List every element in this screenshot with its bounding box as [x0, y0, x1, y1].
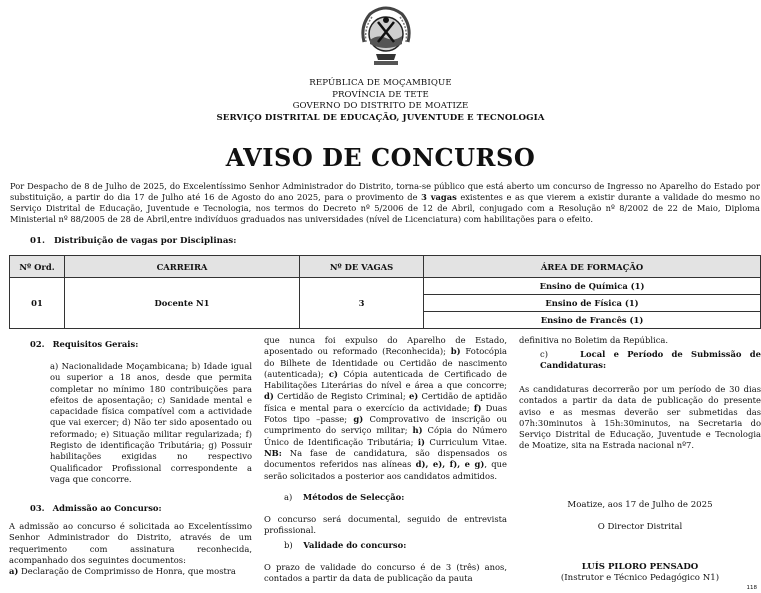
section-3-a-label: a) [9, 566, 19, 577]
cell-area-frances: Ensino de Francês (1) [424, 312, 761, 329]
header-province: PROVÍNCIA DE TETE [332, 89, 429, 100]
header-area: ÁREA DE FORMAÇÃO [424, 256, 761, 278]
section-3-text [9, 521, 252, 577]
document-item-label: d), e), f), e g) [415, 459, 485, 470]
document-item-label: b) [450, 346, 461, 357]
cell-vagas: 3 [300, 278, 424, 329]
section-2-text: a) Nacionalidade Moçambicana; b) Idade igual ou superior a 18 anos, desde que permita completar no mínimo 180 contribuições para efeitos de aposentação; c) Sanidade mental e capacidade física compatível com a actividade que vai exercer; d) Não ter sido aposentado ou reformado; e) Situação militar regularizada; f) Registo de identificação Tributária; g) Possuir habilitações exigidas no respectivo Qualificador Profissional correspondente a vaga que concorre. [50, 361, 252, 484]
document-item-label: i) [417, 436, 425, 447]
submission-label: c) [540, 349, 548, 359]
cell-carreira: Docente N1 [65, 278, 300, 329]
cell-ord: 01 [10, 278, 65, 329]
document-item-label: NB: [264, 447, 282, 458]
intro-paragraph [10, 181, 760, 225]
table-row [10, 278, 761, 295]
signatory-name: LUÍS PILORO PENSADO [581, 562, 699, 572]
selection-method-heading [284, 492, 507, 503]
intro-part2: existentes e as que vierem a existir durante a validade do mesmo no Serviço Distrital de Educação, Juventude e Tecnologia, nos termos do Decreto nº 5/2006 de 12 de Abril, conjugado com a Resolução nº 8/2002 de 22 de Maio, Diploma Ministerial nº 88/2005 de 28 de Abril,entre indivíduos graduados nas universidades (nível de Licenciatura) com habilitações para o efeito. [10, 192, 760, 224]
section-2-heading [30, 339, 252, 350]
document-item-text: Cópia autenticada de Certificado de Habilitações Literárias do nível e área a que concorre; [264, 368, 507, 391]
cell-area-quimica: Ensino de Química (1) [424, 278, 761, 295]
header-ord: Nº Ord. [10, 256, 65, 278]
header-vagas: Nº DE VAGAS [300, 256, 424, 278]
document-item-text: Curriculum Vitae. [425, 436, 507, 447]
document-item-text: Certidão de Registo Criminal; [273, 391, 409, 402]
intro-part1: Por Despacho de 8 de Julho de 2025, do Excelentíssimo Senhor Administrador do Distrito, torna-se público que está aberto um concurso de Ingresso no Aparelho do Estado por substituição, a partir do dia 17 de Julho até 16 de Agosto do ano 2025, para o provimento de [10, 181, 760, 202]
document-item-label: d) [264, 391, 274, 402]
place-date: Moatize, aos 17 de Julho de 2025 [567, 500, 713, 510]
page-number: 118 [746, 585, 757, 591]
header-republic: REPÚBLICA DE MOÇAMBIQUE [309, 78, 452, 88]
signatory-role: O Director Distrital [597, 522, 683, 532]
document-item-text: que nunca foi expulso do Aparelho de Estado, aposentado ou reformado (Reconhecida); [264, 335, 507, 357]
document-item-label: f) [473, 402, 482, 413]
selection-method-text: O concurso será documental, seguido de entrevista profissional. [264, 514, 507, 536]
validity-heading [284, 540, 507, 551]
coat-of-arms-emblem [356, 4, 416, 68]
document-item-text: Comprovativo de inscrição ou cumprimento do serviço militar; [264, 414, 508, 436]
header-carreira: CARREIRA [65, 256, 300, 278]
document-item-label: e) [408, 391, 419, 402]
validity-label: b) [284, 540, 293, 550]
vacancies-table [9, 255, 761, 329]
section-3-body: A admissão ao concurso é solicitada ao Excelentíssimo Senhor Administrador do Distrito, através de um requerimento com assinatura reconhecida, acompanhado dos seguintes documentos: [9, 521, 252, 565]
document-item-text: Fotocópia do Bilhete de Identidade ou Certidão de nascimento (autenticada); [264, 346, 507, 379]
cell-area-fisica: Ensino de Física (1) [424, 295, 761, 312]
section-3-title: Admissão ao Concurso: [52, 503, 162, 513]
section-3-heading [30, 503, 252, 514]
col3-continuation: definitiva no Boletim da República. [519, 335, 669, 345]
document-item-text: Cópia do Número Único de Identificação Tributária; [264, 425, 507, 447]
section-3-a-text: Declaração de Comprimisso de Honra, que mostra [18, 566, 236, 577]
document-item-label: h) [412, 425, 423, 436]
document-item-text: , que serão solicitados a posterior aos candidatos admitidos. [264, 459, 507, 481]
intro-bold: 3 vagas [421, 192, 457, 202]
section-2-number: 02. [30, 339, 45, 349]
header-service: SERVIÇO DISTRITAL DE EDUCAÇÃO, JUVENTUDE E TECNOLOGIA [216, 112, 545, 123]
section-1-title: Distribuição de vagas por Disciplinas: [53, 236, 237, 246]
documents-list [264, 335, 507, 482]
signatory-title: (Instrutor e Técnico Pedagógico N1) [560, 573, 720, 583]
document-item-label: c) [328, 368, 338, 379]
selection-method-title: Métodos de Selecção: [302, 492, 405, 502]
document-item-label: g) [353, 414, 364, 425]
selection-method-label: a) [284, 492, 293, 502]
document-item-text: Certidão de aptidão física e mental para o exercício da actividade; [264, 391, 507, 413]
validity-text: O prazo de validade do concurso é de 3 (três) anos, contados a partir da data de publicação da pauta [264, 562, 507, 584]
document-item-text: Duas Fotos tipo –passe; [264, 402, 508, 425]
header-government: GOVERNO DO DISTRITO DE MOATIZE [292, 101, 469, 111]
section-1-number: 01. [30, 236, 45, 246]
section-3-number: 03. [30, 503, 45, 513]
section-2-title: Requisitos Gerais: [52, 339, 139, 349]
section-1-heading [30, 236, 236, 246]
validity-title: Validade do concurso: [303, 540, 407, 550]
document-item-text: Na fase de candidatura, são dispensados os documentos referidos nas alíneas [264, 447, 507, 470]
submission-heading [540, 349, 761, 372]
table-header-row [10, 256, 761, 278]
page-title: AVISO DE CONCURSO [225, 143, 536, 172]
submission-title: Local e Período de Submissão de Candidaturas: [540, 349, 761, 371]
header-block [0, 78, 761, 124]
submission-text: As candidaturas decorrerão por um período de 30 dias contados a partir da data de publicação do presente aviso e as mesmas deverão ser submetidas das 07h:30minutos à 15h:30minutos, na Secretaria do Serviço Distrital de Educação, Juventude e Tecnologia de Moatize, sita na Estrada nacional nº7. [519, 384, 761, 451]
